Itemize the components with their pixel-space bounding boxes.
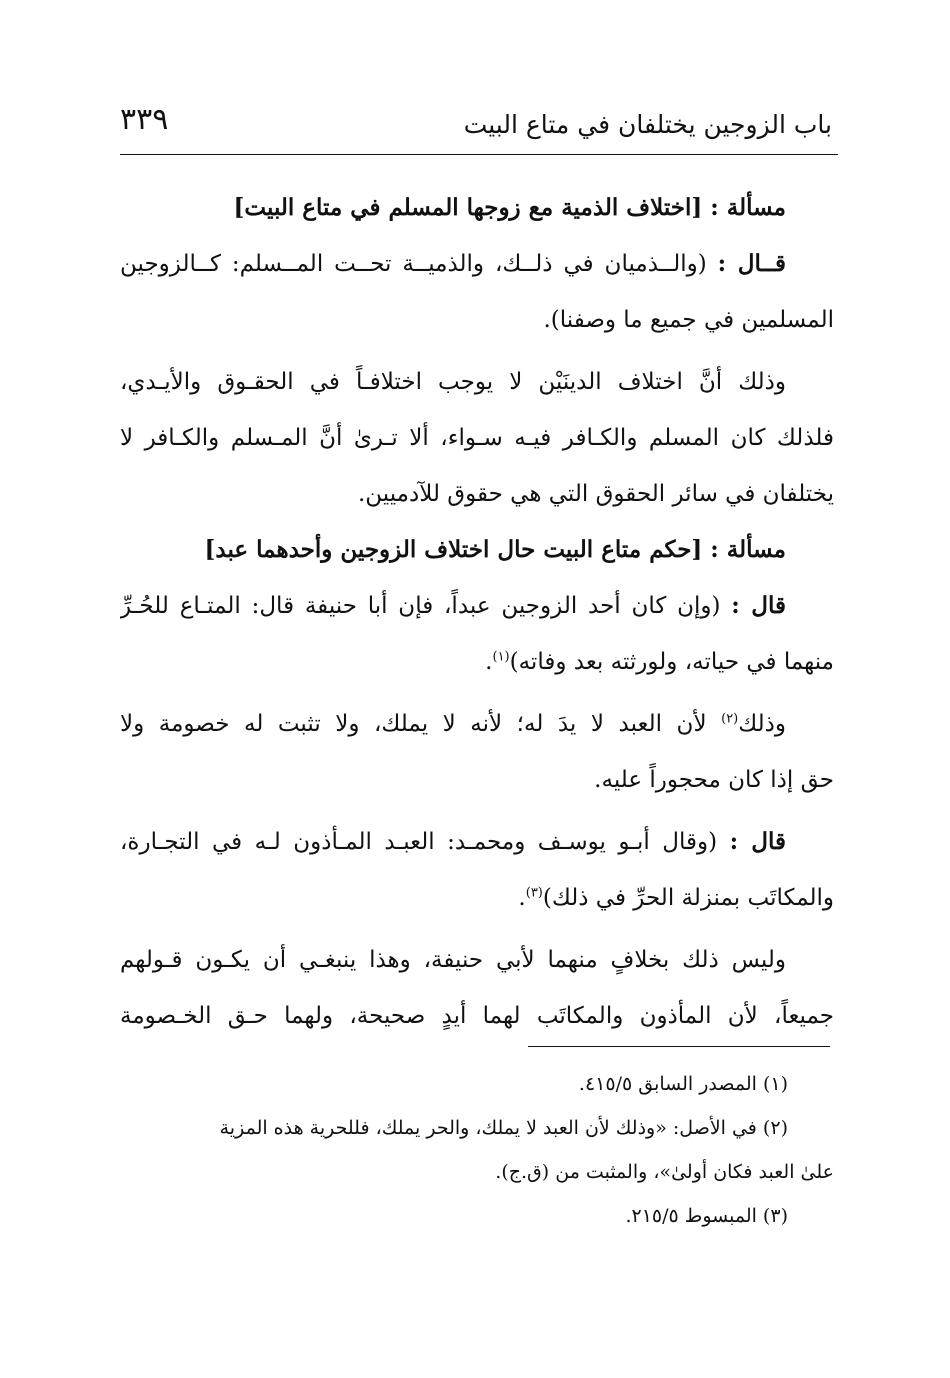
text-span: والمكاتَب بمنزلة الحرِّ في ذلك): [542, 885, 834, 911]
text-line: [120, 814, 834, 870]
text-span: (وإن كان أحد الزوجين عبداً، فإن أبا حنيفة قال: المتـاع للحُـرِّ: [120, 593, 732, 619]
header-rule: [120, 154, 838, 155]
text-line: [120, 870, 834, 926]
text-line: وليس ذلك بخلافٍ منهما لأبي حنيفة، وهذا ينبغـي أن يكـون قـولهم: [120, 947, 786, 973]
footnote-ref[interactable]: (١): [492, 649, 510, 665]
text-line: [120, 578, 834, 634]
footnote-2: (٢) في الأصل: «وذلك لأن العبد لا يملك، والحر يملك، فللحرية هذه المزية: [219, 1117, 788, 1139]
footnote-3: (٣) المبسوط ٢١٥/٥.: [625, 1205, 788, 1227]
page-number: ٣٣٩: [120, 102, 169, 137]
footnote-ref[interactable]: (٣): [525, 885, 543, 901]
footnote-ref[interactable]: (٢): [721, 711, 739, 727]
text-line: يختلفان في سائر الحقوق التي هي حقوق للآدميين.: [357, 481, 834, 507]
text-span: وذلك: [738, 711, 786, 737]
main-text: [120, 180, 834, 1044]
speaker-label: قال :: [729, 828, 786, 855]
footnote-2-continuation: علىٰ العبد فكان أولىٰ»، والمثبت من (ق.ج).: [495, 1161, 834, 1183]
text-span: .: [518, 885, 526, 911]
section-heading: مسألة : [حكم متاع البيت حال اختلاف الزوجين وأحدهما عبد]: [204, 536, 786, 563]
text-line: [120, 236, 834, 292]
text-line: وذلك أنَّ اختلاف الدينَيْن لا يوجب اختلافـاً في الحقـوق والأيـدي،: [120, 369, 786, 395]
section-heading: مسألة : [اختلاف الذمية مع زوجها المسلم في متاع البيت]: [233, 194, 786, 221]
text-span: (والــذميان في ذلــك، والذميــة تحــت المــسلم: كــالزوجين: [120, 251, 718, 277]
text-span: لأن العبد لا يدَ له؛ لأنه لا يملك، ولا تثبت له خصومة ولا: [120, 711, 722, 737]
text-line: المسلمين في جميع ما وصفنا).: [543, 307, 834, 333]
running-title: باب الزوجين يختلفان في متاع البيت: [463, 110, 832, 139]
text-line: جميعاً، لأن المأذون والمكاتَب لهما أيدٍ صحيحة، ولهما حـق الخـصومة: [120, 1003, 834, 1029]
footnotes: [120, 1062, 834, 1238]
text-span: .: [485, 649, 493, 675]
text-span: (وقال أبـو يوسـف ومحمـد: العبـد المـأذون لـه في التجـارة،: [120, 829, 730, 855]
speaker-label: قال :: [731, 592, 786, 619]
text-line: [120, 696, 834, 752]
speaker-label: قــال :: [717, 250, 786, 277]
text-line: حق إذا كان محجوراً عليه.: [594, 767, 834, 793]
footnote-1: (١) المصدر السابق ٤١٥/٥.: [578, 1073, 788, 1095]
page-header: [120, 100, 832, 166]
text-line: فلذلك كان المسلم والكـافر فيـه سـواء، ألا تـرىٰ أنَّ المـسلم والكـافر لا: [120, 425, 834, 451]
text-span: منهما في حياته، ولورثته بعد وفاته): [509, 649, 834, 675]
text-line: [120, 634, 834, 690]
footnote-separator: [528, 1046, 830, 1047]
